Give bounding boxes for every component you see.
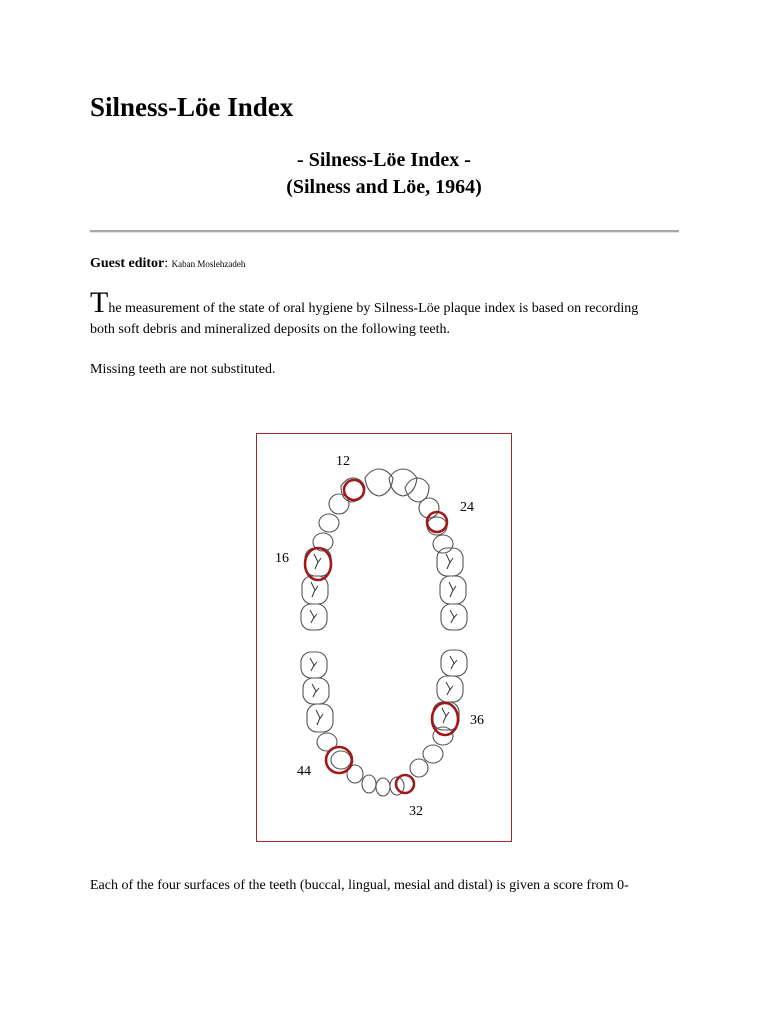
subtitle-line-1: - Silness-Löe Index -: [297, 149, 471, 171]
tooth-lower-premolar: [331, 751, 351, 769]
dental-arch-diagram: [257, 434, 511, 841]
intro-paragraph: [90, 286, 650, 340]
tooth-upper-premolar: [433, 535, 453, 553]
guest-editor-label: Guest editor: [90, 256, 165, 271]
missing-teeth-note: Missing teeth are not substituted.: [90, 362, 276, 377]
marker-tooth-12: [344, 480, 364, 500]
marker-tooth-32: [396, 775, 414, 793]
tooth-upper-premolar: [319, 514, 339, 532]
tooth-label-32: 32: [409, 804, 423, 819]
guest-editor-name: Kaban Moslehzadeh: [171, 259, 246, 269]
subtitle-line-2: (Silness and Löe, 1964): [286, 176, 482, 198]
guest-editor-line: [90, 256, 245, 272]
dental-chart-figure: [256, 433, 512, 842]
tooth-label-12: 12: [336, 454, 350, 469]
tooth-lower-premolar: [423, 745, 443, 763]
page-title: Silness-Löe Index: [90, 92, 294, 122]
guest-editor-colon: :: [164, 256, 169, 271]
tooth-label-44: 44: [297, 764, 311, 779]
tooth-lower-incisor: [376, 778, 390, 796]
tooth-lower-incisor: [362, 775, 376, 793]
tooth-upper-incisor: [389, 469, 417, 496]
tooth-label-24: 24: [460, 500, 474, 515]
marker-tooth-24: [427, 512, 447, 532]
horizontal-rule: [90, 230, 679, 233]
tooth-upper-incisor: [365, 469, 393, 496]
tooth-label-16: 16: [275, 551, 289, 566]
tooth-label-36: 36: [470, 713, 484, 728]
marker-tooth-16: [305, 548, 331, 580]
subtitle: [0, 147, 768, 201]
drop-cap: T: [90, 286, 109, 319]
intro-text: he measurement of the state of oral hygiene by Silness-Löe plaque index is based on recording both soft debris and mineralized deposits on the following teeth.: [90, 301, 639, 337]
surfaces-paragraph: Each of the four surfaces of the teeth (buccal, lingual, mesial and distal) is given a score from 0-: [90, 878, 629, 893]
tooth-lower-canine: [410, 759, 428, 777]
